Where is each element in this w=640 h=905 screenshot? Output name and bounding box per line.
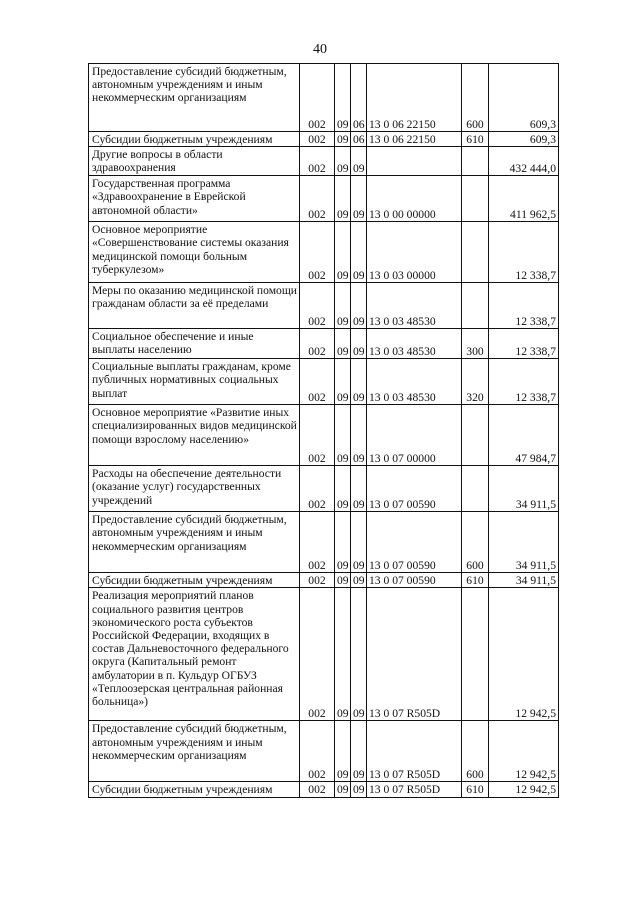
- amount: 34 911,5: [489, 466, 559, 512]
- expense-name: Государственная программа «Здравоохранение в Еврейской автономной области»: [89, 176, 300, 222]
- target-item-code: 13 0 06 22150: [367, 64, 462, 132]
- amount: 12 338,7: [489, 329, 559, 359]
- amount: 12 338,7: [489, 222, 559, 283]
- section-code: 09: [335, 359, 351, 405]
- target-item-code: 13 0 03 00000: [367, 222, 462, 283]
- section-code: 09: [335, 64, 351, 132]
- grbs-code: 002: [300, 782, 335, 797]
- target-item-code: 13 0 07 R505D: [367, 782, 462, 797]
- target-item-code: 13 0 03 48530: [367, 329, 462, 359]
- subsection-code: 09: [351, 512, 367, 573]
- grbs-code: 002: [300, 721, 335, 782]
- subsection-code: 09: [351, 721, 367, 782]
- expense-type-code: 320: [462, 359, 489, 405]
- target-item-code: 13 0 07 00000: [367, 405, 462, 466]
- grbs-code: 002: [300, 132, 335, 147]
- expense-type-code: 300: [462, 329, 489, 359]
- expense-type-code: [462, 147, 489, 176]
- subsection-code: 09: [351, 176, 367, 222]
- table-row: [89, 573, 559, 588]
- target-item-code: 13 0 07 00590: [367, 512, 462, 573]
- amount: 12 942,5: [489, 588, 559, 721]
- amount: 47 984,7: [489, 405, 559, 466]
- expense-type-code: [462, 283, 489, 329]
- table-row: [89, 359, 559, 405]
- section-code: 09: [335, 573, 351, 588]
- amount: 609,3: [489, 132, 559, 147]
- grbs-code: 002: [300, 588, 335, 721]
- section-code: 09: [335, 176, 351, 222]
- subsection-code: 06: [351, 132, 367, 147]
- subsection-code: 09: [351, 359, 367, 405]
- amount: 34 911,5: [489, 573, 559, 588]
- grbs-code: 002: [300, 283, 335, 329]
- table-row: [89, 222, 559, 283]
- section-code: 09: [335, 222, 351, 283]
- table-row: [89, 588, 559, 721]
- table-row: [89, 721, 559, 782]
- subsection-code: 06: [351, 64, 367, 132]
- expense-type-code: [462, 466, 489, 512]
- subsection-code: 09: [351, 573, 367, 588]
- section-code: 09: [335, 329, 351, 359]
- section-code: 09: [335, 147, 351, 176]
- subsection-code: 09: [351, 782, 367, 797]
- target-item-code: 13 0 00 00000: [367, 176, 462, 222]
- section-code: 09: [335, 782, 351, 797]
- target-item-code: 13 0 03 48530: [367, 359, 462, 405]
- expense-name: Предоставление субсидий бюджетным, автономным учреждениям и иным некоммерческим организациям: [89, 64, 300, 132]
- grbs-code: 002: [300, 573, 335, 588]
- subsection-code: 09: [351, 222, 367, 283]
- table-row: [89, 147, 559, 176]
- subsection-code: 09: [351, 329, 367, 359]
- section-code: 09: [335, 283, 351, 329]
- expense-type-code: 610: [462, 132, 489, 147]
- section-code: 09: [335, 721, 351, 782]
- expense-name: Меры по оказанию медицинской помощи гражданам области за её пределами: [89, 283, 300, 329]
- expense-type-code: 600: [462, 512, 489, 573]
- expense-name: Основное мероприятие «Совершенствование системы оказания медицинской помощи больным туберкулезом»: [89, 222, 300, 283]
- subsection-code: 09: [351, 466, 367, 512]
- grbs-code: 002: [300, 176, 335, 222]
- grbs-code: 002: [300, 512, 335, 573]
- table-row: [89, 176, 559, 222]
- expense-type-code: [462, 176, 489, 222]
- target-item-code: 13 0 03 48530: [367, 283, 462, 329]
- grbs-code: 002: [300, 147, 335, 176]
- subsection-code: 09: [351, 405, 367, 466]
- table-row: [89, 782, 559, 797]
- table-row: [89, 283, 559, 329]
- subsection-code: 09: [351, 588, 367, 721]
- expense-name: Основное мероприятие «Развитие иных специализированных видов медицинской помощи взрослому населению»: [89, 405, 300, 466]
- subsection-code: 09: [351, 147, 367, 176]
- table-row: [89, 512, 559, 573]
- amount: 12 338,7: [489, 283, 559, 329]
- expense-type-code: [462, 405, 489, 466]
- expense-type-code: 600: [462, 64, 489, 132]
- amount: 12 338,7: [489, 359, 559, 405]
- expense-name: Реализация мероприятий планов социального развития центров экономического роста субъектов Российской Федерации, входящих в состав Дальневосточного федерального округа (Капитальный ремонт амбулатории в п. Кульдур ОГБУЗ «Теплоозерская центральная районная больница»): [89, 588, 300, 721]
- expense-name: Субсидии бюджетным учреждениям: [89, 573, 300, 588]
- expense-name: Расходы на обеспечение деятельности (оказание услуг) государственных учреждений: [89, 466, 300, 512]
- amount: 34 911,5: [489, 512, 559, 573]
- target-item-code: 13 0 07 00590: [367, 466, 462, 512]
- grbs-code: 002: [300, 405, 335, 466]
- section-code: 09: [335, 466, 351, 512]
- target-item-code: [367, 147, 462, 176]
- section-code: 09: [335, 132, 351, 147]
- expense-name: Предоставление субсидий бюджетным, автономным учреждениям и иным некоммерческим организациям: [89, 512, 300, 573]
- target-item-code: 13 0 07 00590: [367, 573, 462, 588]
- expense-type-code: [462, 588, 489, 721]
- amount: 12 942,5: [489, 782, 559, 797]
- page-number: 40: [313, 42, 327, 57]
- table-row: [89, 64, 559, 132]
- amount: 411 962,5: [489, 176, 559, 222]
- target-item-code: 13 0 06 22150: [367, 132, 462, 147]
- expense-type-code: 610: [462, 782, 489, 797]
- amount: 609,3: [489, 64, 559, 132]
- subsection-code: 09: [351, 283, 367, 329]
- grbs-code: 002: [300, 466, 335, 512]
- expense-type-code: 600: [462, 721, 489, 782]
- table-row: [89, 466, 559, 512]
- expense-name: Другие вопросы в области здравоохранения: [89, 147, 300, 176]
- expense-type-code: 610: [462, 573, 489, 588]
- target-item-code: 13 0 07 R505D: [367, 721, 462, 782]
- section-code: 09: [335, 588, 351, 721]
- amount: 12 942,5: [489, 721, 559, 782]
- grbs-code: 002: [300, 64, 335, 132]
- expense-type-code: [462, 222, 489, 283]
- table-row: [89, 132, 559, 147]
- section-code: 09: [335, 512, 351, 573]
- grbs-code: 002: [300, 222, 335, 283]
- budget-table: [88, 63, 559, 798]
- table-row: [89, 329, 559, 359]
- grbs-code: 002: [300, 329, 335, 359]
- expense-name: Субсидии бюджетным учреждениям: [89, 782, 300, 797]
- grbs-code: 002: [300, 359, 335, 405]
- amount: 432 444,0: [489, 147, 559, 176]
- table-row: [89, 405, 559, 466]
- target-item-code: 13 0 07 R505D: [367, 588, 462, 721]
- budget-table-body: [89, 64, 559, 798]
- expense-name: Субсидии бюджетным учреждениям: [89, 132, 300, 147]
- expense-name: Социальное обеспечение и иные выплаты населению: [89, 329, 300, 359]
- expense-name: Социальные выплаты гражданам, кроме публичных нормативных социальных выплат: [89, 359, 300, 405]
- section-code: 09: [335, 405, 351, 466]
- expense-name: Предоставление субсидий бюджетным, автономным учреждениям и иным некоммерческим организациям: [89, 721, 300, 782]
